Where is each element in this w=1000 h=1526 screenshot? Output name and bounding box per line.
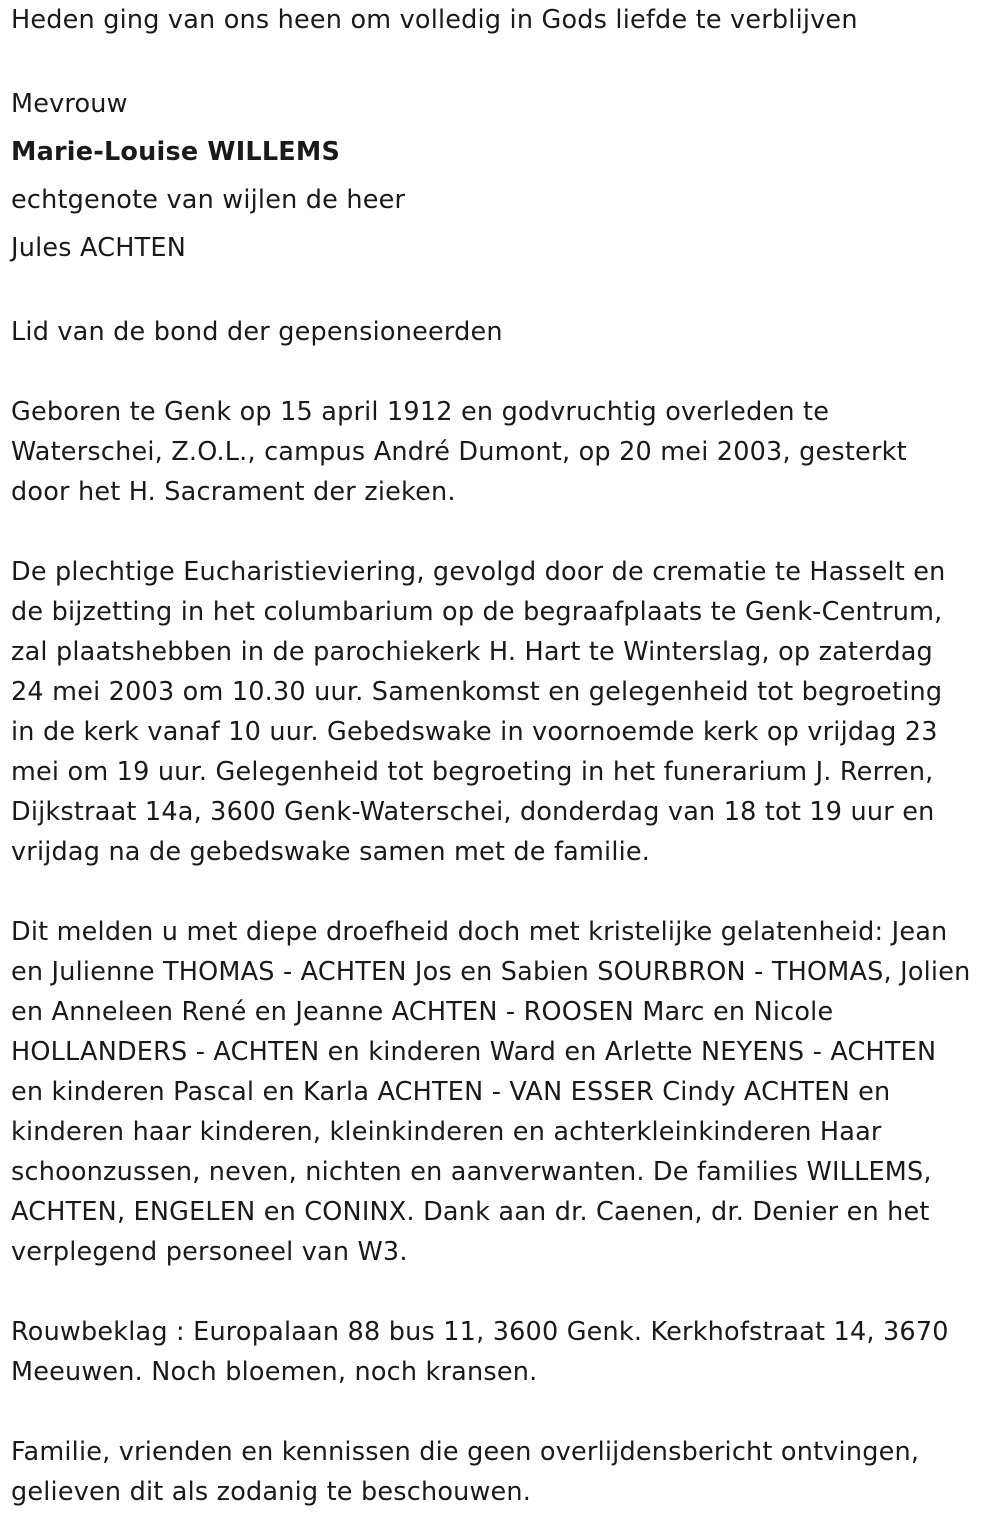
opening-line: Heden ging van ons heen om volledig in Gods liefde te verblijven bbox=[11, 5, 858, 35]
paragraph-line: Meeuwen. Noch bloemen, noch kransen. bbox=[11, 1357, 538, 1387]
paragraph-line: zal plaatshebben in de parochiekerk H. Hart te Winterslag, op zaterdag bbox=[11, 637, 933, 667]
paragraph-line: mei om 19 uur. Gelegenheid tot begroeting in het funerarium J. Rerren, bbox=[11, 757, 934, 787]
paragraph-line: schoonzussen, neven, nichten en aanverwanten. De families WILLEMS, bbox=[11, 1157, 932, 1187]
spacer bbox=[11, 512, 993, 552]
relation-line: echtgenote van wijlen de heer bbox=[11, 185, 406, 215]
deceased-name: Marie-Louise WILLEMS bbox=[11, 137, 341, 167]
paragraph-line: door het H. Sacrament der zieken. bbox=[11, 477, 456, 507]
paragraph-line: 24 mei 2003 om 10.30 uur. Samenkomst en gelegenheid tot begroeting bbox=[11, 677, 943, 707]
paragraph-line: Geboren te Genk op 15 april 1912 en godvruchtig overleden te bbox=[11, 397, 830, 427]
paragraph-line: Dit melden u met diepe droefheid doch met kristelijke gelatenheid: Jean bbox=[11, 917, 948, 947]
closing-paragraph bbox=[11, 1432, 993, 1512]
obituary-document bbox=[11, 0, 993, 1512]
paragraph-line: en Anneleen René en Jeanne ACHTEN - ROOSEN Marc en Nicole bbox=[11, 997, 834, 1027]
spacer bbox=[11, 872, 993, 912]
spouse-name: Jules ACHTEN bbox=[11, 233, 186, 263]
condolences-paragraph bbox=[11, 1312, 993, 1392]
ceremony-paragraph bbox=[11, 552, 993, 872]
paragraph-line: HOLLANDERS - ACHTEN en kinderen Ward en Arlette NEYENS - ACHTEN bbox=[11, 1037, 937, 1067]
paragraph-line: gelieven dit als zodanig te beschouwen. bbox=[11, 1477, 532, 1507]
paragraph-line: Rouwbeklag : Europalaan 88 bus 11, 3600 Genk. Kerkhofstraat 14, 3670 bbox=[11, 1317, 949, 1347]
title-prefix: Mevrouw bbox=[11, 89, 128, 119]
paragraph-line: vrijdag na de gebedswake samen met de familie. bbox=[11, 837, 651, 867]
paragraph-line: De plechtige Eucharistieviering, gevolgd door de crematie te Hasselt en bbox=[11, 557, 946, 587]
birth-death-paragraph bbox=[11, 392, 993, 512]
spacer bbox=[11, 352, 993, 392]
paragraph-line: Familie, vrienden en kennissen die geen overlijdensbericht ontvingen, bbox=[11, 1437, 920, 1467]
family-paragraph bbox=[11, 912, 993, 1272]
membership-line: Lid van de bond der gepensioneerden bbox=[11, 317, 503, 347]
paragraph-line: verplegend personeel van W3. bbox=[11, 1237, 408, 1267]
paragraph-line: en kinderen Pascal en Karla ACHTEN - VAN ESSER Cindy ACHTEN en bbox=[11, 1077, 891, 1107]
spacer bbox=[11, 1272, 993, 1312]
spacer bbox=[11, 40, 993, 80]
paragraph-line: en Julienne THOMAS - ACHTEN Jos en Sabien SOURBRON - THOMAS, Jolien bbox=[11, 957, 971, 987]
paragraph-line: in de kerk vanaf 10 uur. Gebedswake in voornoemde kerk op vrijdag 23 bbox=[11, 717, 938, 747]
paragraph-line: ACHTEN, ENGELEN en CONINX. Dank aan dr. Caenen, dr. Denier en het bbox=[11, 1197, 930, 1227]
paragraph-line: kinderen haar kinderen, kleinkinderen en achterkleinkinderen Haar bbox=[11, 1117, 882, 1147]
spacer bbox=[11, 272, 993, 312]
paragraph-line: Waterschei, Z.O.L., campus André Dumont, op 20 mei 2003, gesterkt bbox=[11, 437, 907, 467]
paragraph-line: de bijzetting in het columbarium op de begraafplaats te Genk-Centrum, bbox=[11, 597, 943, 627]
paragraph-line: Dijkstraat 14a, 3600 Genk-Waterschei, donderdag van 18 tot 19 uur en bbox=[11, 797, 935, 827]
spacer bbox=[11, 1392, 993, 1432]
